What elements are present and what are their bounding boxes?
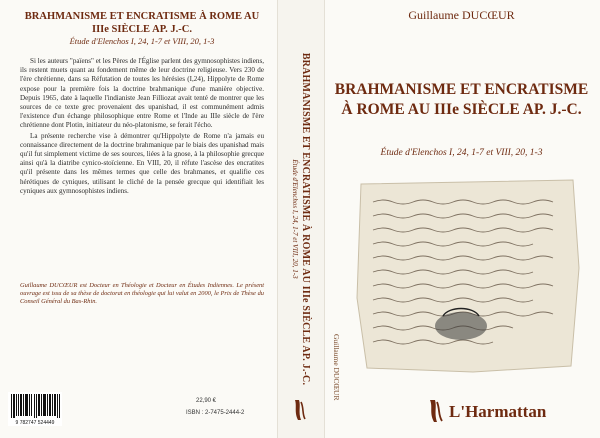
publisher-prefix: L': [449, 402, 466, 421]
publisher-word: Harmattan: [465, 402, 547, 421]
publisher-logo-icon: [427, 398, 445, 424]
blurb-paragraph-2: La présente recherche vise à démontrer qu'Hippolyte de Rome n'a jamais eu connaissance directement de la doctrine brahmanique par le biais des upanishad mais qu'il fut simplement victime de ses sources, liées à la gnose, à la philosophie grecque ainsi qu'à la diatribe cynico-stoïcienne. En VIII, 20, il réfute l'ascèse des encratites qu'il présente dans les mêmes termes que celle des brahmanes, et qualifie ces hérétiques de cyniques, utilisant le cliché de la pensée grecque qui identifiait les cyniques aux gymnosophistes indiens.: [20, 131, 264, 195]
front-cover: [323, 0, 600, 438]
blurb-paragraph-1: Si les auteurs "païens" et les Pères de l'Église parlent des gymnosophistes indiens, ils restent muets quant au fondement même de leur doctrine religieuse. Vers 230 de l'ère chrétienne, dans sa Réfutation de toutes les hérésies (I,24), Hippolyte de Rome expose pour la première fois la doctrine brahmanique d'une manière objective. Depuis 1965, date à laquelle l'indianiste Jean Filliozat avait tenté de montrer que les sources de ce texte grec provenaient des upanishad, il est communément admis l'existence d'un échange philosophique entre Rome et l'Inde au IIIe siècle de l'ère chrétienne dont Plotin, initiateur du néo-platonisme, se ferait l'écho.: [20, 57, 264, 130]
spine-title: BRAHMANISME ET ENCRATISME À ROME AU IIIe SIÈCLE AP. J.-C.: [300, 52, 311, 386]
publisher-name: [449, 402, 546, 422]
barcode-icon: [8, 392, 62, 426]
manuscript-fragment-icon: [353, 178, 581, 374]
front-title-line-1: BRAHMANISME ET ENCRATISME: [334, 81, 589, 98]
front-author: Guillaume DUCŒUR: [408, 8, 515, 22]
publisher-logo-icon: [292, 398, 308, 422]
back-subtitle: Étude d'Elenchos I, 24, 1-7 et VIII, 20, 1-3: [69, 36, 215, 46]
spine: [277, 0, 341, 438]
spine-text: [291, 4, 341, 434]
front-title: [323, 80, 600, 120]
back-title: BRAHMANISME ET ENCRATISME À ROME AU IIIe SIÈCLE AP. J.-C.: [24, 11, 260, 35]
barcode-digits: 9 782747 524449: [15, 420, 55, 426]
back-cover: [0, 0, 277, 438]
front-subtitle: Étude d'Elenchos I, 24, 1-7 et VIII, 20, 1-3: [380, 148, 543, 158]
spine-author: Guillaume DUCŒUR: [332, 334, 341, 401]
front-title-line-2: À ROME AU IIIe SIÈCLE AP. J.-C.: [341, 101, 582, 118]
spine-subtitle: Étude d'Elenchos I, 24, 1-7 et VIII, 20, 1-3: [291, 159, 299, 279]
back-blurb: [20, 57, 264, 197]
isbn-label: ISBN : 2-7475-2444-2: [186, 410, 245, 416]
price-label: 22,90 €: [196, 398, 217, 404]
author-bio: Guillaume DUCŒUR est Docteur en Théologie et Docteur en Études Indiennes. Le présent ouvrage est issu de sa thèse de doctorat en théologie qui lui valut en 2000, le Prix de Thèse du Conseil Général du Bas-Rhin.: [20, 282, 264, 305]
